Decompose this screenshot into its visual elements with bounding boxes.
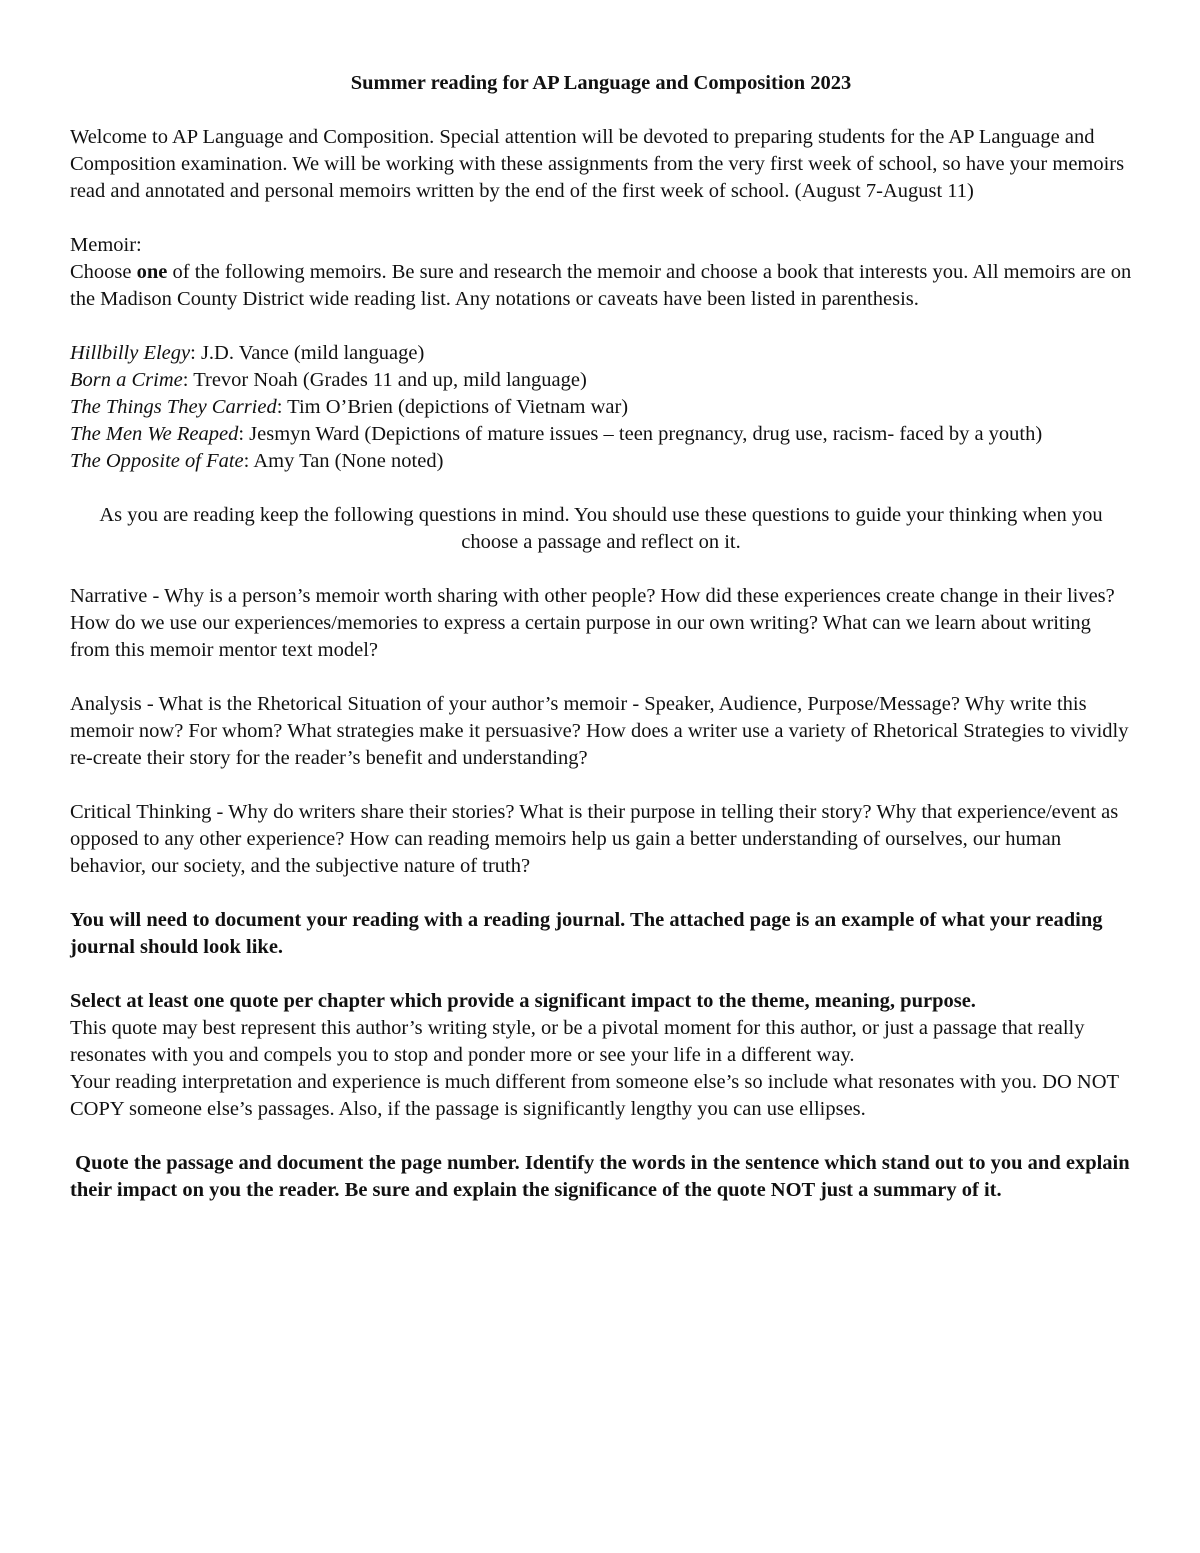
memoir-title: The Opposite of Fate bbox=[70, 450, 244, 472]
memoir-item bbox=[70, 448, 1132, 475]
memoir-heading: Memoir: bbox=[70, 234, 142, 256]
memoir-item bbox=[70, 394, 1132, 421]
journal-note: You will need to document your reading with a reading journal. The attached page is an example of what your reading journal should look like. bbox=[70, 909, 1103, 958]
memoir-title: Born a Crime bbox=[70, 369, 183, 391]
questions-intro: As you are reading keep the following questions in mind. You should use these questions to guide your thinking when you choose a passage and reflect on it. bbox=[99, 504, 1103, 553]
quote-select-text: This quote may best represent this author’s writing style, or be a pivotal moment for this author, or just a passage that really resonates with you and compels you to stop and ponder more or see your life in a different way. bbox=[70, 1017, 1085, 1066]
choose-emphasis: one bbox=[136, 261, 168, 283]
memoir-title: The Things They Carried bbox=[70, 396, 277, 418]
memoir-item bbox=[70, 340, 1132, 367]
memoir-details: : Amy Tan (None noted) bbox=[243, 450, 444, 472]
memoir-title: The Men We Reaped bbox=[70, 423, 239, 445]
memoir-details: : Jesmyn Ward (Depictions of mature issues – teen pregnancy, drug use, racism- faced by a youth) bbox=[238, 423, 1043, 445]
critical-thinking-paragraph: Critical Thinking - Why do writers share their stories? What is their purpose in telling their story? Why that experience/event as opposed to any other experience? How can reading memoirs help us gain a better understanding of ourselves, our human behavior, our society, and the subjective nature of truth? bbox=[70, 801, 1119, 877]
document-page bbox=[70, 70, 1135, 1231]
intro-paragraph: Welcome to AP Language and Composition. Special attention will be devoted to preparing students for the AP Language and Composition examination. We will be working with these assignments from the very first week of school, so have your memoirs read and annotated and personal memoirs written by the end of the first week of school. (August 7-August 11) bbox=[70, 126, 1125, 202]
memoir-list bbox=[70, 340, 1132, 475]
memoir-details: : J.D. Vance (mild language) bbox=[190, 342, 425, 364]
choose-rest: of the following memoirs. Be sure and research the memoir and choose a book that interests you. All memoirs are on the Madison County District wide reading list. Any notations or caveats have been listed in parenthesis. bbox=[70, 261, 1132, 310]
document-title: Summer reading for AP Language and Composition 2023 bbox=[350, 72, 852, 94]
memoir-instructions bbox=[70, 259, 1132, 313]
analysis-paragraph: Analysis - What is the Rhetorical Situation of your author’s memoir - Speaker, Audience, Purpose/Message? Why write this memoir now? For whom? What strategies make it persuasive? How does a writer use a variety of Rhetorical Strategies to vividly re-create their story for the reader’s benefit and understanding? bbox=[70, 693, 1129, 769]
memoir-item bbox=[70, 421, 1132, 448]
memoir-title: Hillbilly Elegy bbox=[70, 342, 191, 364]
choose-text: Choose bbox=[70, 261, 137, 283]
interpretation-paragraph: Your reading interpretation and experience is much different from someone else’s so include what resonates with you. DO NOT COPY someone else’s passages. Also, if the passage is significantly lengthy you can use ellipses. bbox=[70, 1071, 1119, 1120]
final-instruction: Quote the passage and document the page number. Identify the words in the sentence which stand out to you and explain their impact on you the reader. Be sure and explain the significance of the quote NOT just a summary of it. bbox=[70, 1152, 1135, 1201]
memoir-details: : Trevor Noah (Grades 11 and up, mild language) bbox=[182, 369, 587, 391]
quote-select-heading: Select at least one quote per chapter which provide a significant impact to the theme, meaning, purpose. bbox=[70, 990, 976, 1012]
memoir-item bbox=[70, 367, 1132, 394]
narrative-paragraph: Narrative - Why is a person’s memoir worth sharing with other people? How did these experiences create change in their lives? How do we use our experiences/memories to express a certain purpose in our own writing? What can we learn about writing from this memoir mentor text model? bbox=[70, 585, 1115, 661]
memoir-details: : Tim O’Brien (depictions of Vietnam war) bbox=[276, 396, 629, 418]
